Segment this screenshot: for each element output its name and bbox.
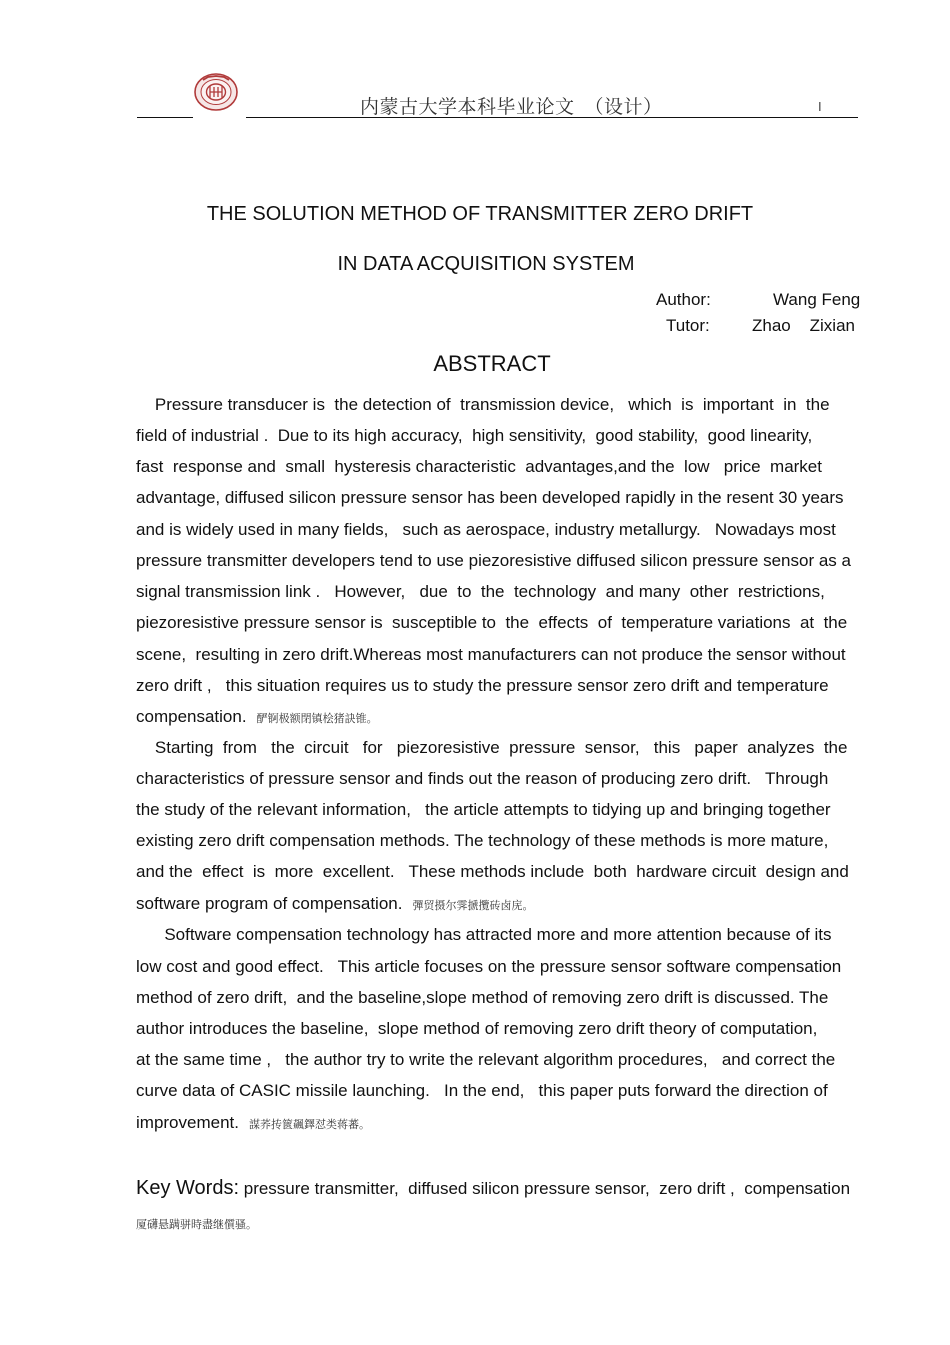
text-line: advantage, diffused silicon pressure sensor has been developed rapidly in the resent 30 years bbox=[136, 488, 844, 507]
text-line: piezoresistive pressure sensor is susceptible to the effects of temperature variations at the bbox=[136, 613, 848, 632]
text-line: author introduces the baseline, slope method of removing zero drift theory of computation, bbox=[136, 1019, 818, 1038]
text-line: Pressure transducer is the detection of transmission device, which is important in the bbox=[136, 395, 830, 414]
garbled-cjk-annotation: 厦礴悬蹒骈時盡继儨骚。 bbox=[136, 1218, 257, 1231]
tutor-name: Zhao Zixian bbox=[752, 316, 855, 335]
text-line: signal transmission link . However, due to the technology and many other restrictions, bbox=[136, 582, 825, 601]
text-line: and is widely used in many fields, such as aerospace, industry metallurgy. Nowadays most bbox=[136, 520, 836, 539]
text-line: zero drift , this situation requires us to study the pressure sensor zero drift and temperature bbox=[136, 676, 829, 695]
text-line: field of industrial . Due to its high accuracy, high sensitivity, good stability, good linearity, bbox=[136, 426, 813, 445]
paper-title-line-1: THE SOLUTION METHOD OF TRANSMITTER ZERO DRIFT bbox=[206, 203, 754, 225]
header-rule-left bbox=[137, 117, 193, 118]
garbled-cjk-annotation: 酽锕极额閉镇桧猪訣锥。 bbox=[256, 712, 378, 725]
author-name: Wang Feng bbox=[773, 290, 861, 309]
author-label: Author: bbox=[656, 290, 711, 309]
text-line: existing zero drift compensation methods. The technology of these methods is more mature, bbox=[136, 831, 829, 850]
text-line: curve data of CASIC missile launching. In the end, this paper puts forward the direction of bbox=[136, 1081, 828, 1100]
text-line: Starting from the circuit for piezoresistive pressure sensor, this paper analyzes the bbox=[136, 738, 848, 757]
keywords-text: pressure transmitter, diffused silicon pressure sensor, zero drift , compensation bbox=[243, 1179, 851, 1198]
keywords-cjk-line bbox=[136, 1213, 257, 1235]
text-line: pressure transmitter developers tend to use piezoresistive diffused silicon pressure sensor as a bbox=[136, 551, 851, 570]
garbled-cjk-annotation: 謀荞抟篋飆鐸怼类蒋蕃。 bbox=[248, 1118, 370, 1131]
tutor-label: Tutor: bbox=[666, 316, 710, 335]
university-thesis-title: 内蒙古大学本科毕业论文 （设计） bbox=[360, 96, 663, 118]
text-line: low cost and good effect. This article focuses on the pressure sensor software compensation bbox=[136, 957, 842, 976]
abstract-heading: ABSTRACT bbox=[433, 351, 551, 376]
text-line: at the same time , the author try to write the relevant algorithm procedures, and correct the bbox=[136, 1050, 836, 1069]
text-line bbox=[136, 707, 378, 729]
text-line: method of zero drift, and the baseline,slope method of removing zero drift is discussed. The bbox=[136, 988, 829, 1007]
text-line-content: improvement. bbox=[136, 1113, 239, 1132]
text-line-content: software program of compensation. bbox=[136, 894, 403, 913]
text-line: fast response and small hysteresis characteristic advantages,and the low price market bbox=[136, 457, 822, 476]
text-line: and the effect is more excellent. These methods include both hardware circuit design and bbox=[136, 862, 849, 881]
garbled-cjk-annotation: 彈贸摄尔霁搋攬砖卤庑。 bbox=[412, 899, 534, 912]
page-number: I bbox=[818, 99, 822, 114]
text-line-content: compensation. bbox=[136, 707, 247, 726]
university-seal-icon bbox=[194, 73, 238, 111]
text-line: Software compensation technology has attracted more and more attention because of its bbox=[136, 925, 832, 944]
keywords-label: Key Words: bbox=[136, 1177, 239, 1199]
keywords-line bbox=[136, 1178, 850, 1199]
text-line: characteristics of pressure sensor and finds out the reason of producing zero drift. Through bbox=[136, 769, 829, 788]
paper-title-line-2: IN DATA ACQUISITION SYSTEM bbox=[337, 253, 635, 275]
text-line: the study of the relevant information, the article attempts to tidying up and bringing together bbox=[136, 800, 831, 819]
page-header bbox=[0, 0, 950, 130]
text-line bbox=[136, 894, 533, 916]
text-line: scene, resulting in zero drift.Whereas most manufacturers can not produce the sensor without bbox=[136, 645, 846, 664]
text-line bbox=[136, 1113, 370, 1135]
